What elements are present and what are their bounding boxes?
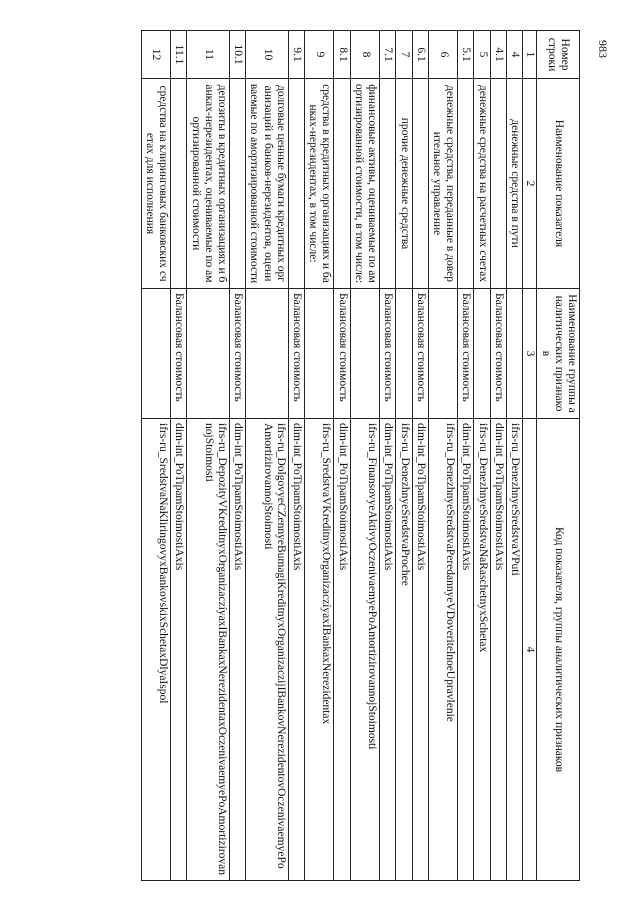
table-row bbox=[490, 31, 506, 881]
group-name bbox=[246, 289, 289, 419]
group-name bbox=[350, 289, 379, 419]
table-row bbox=[474, 31, 490, 881]
indicator-name bbox=[171, 79, 187, 289]
indicator-code: dim-int_PoTipamStoimostiAxis bbox=[171, 419, 187, 881]
indicator-code: ifrs-ru_FinansovyeAktivyOczenivaemyePoAmortizirovannojStoimosti bbox=[350, 419, 379, 881]
group-name bbox=[428, 289, 457, 419]
row-number: 6.1 bbox=[412, 31, 428, 79]
table-row bbox=[396, 31, 412, 881]
row-number: 5.1 bbox=[458, 31, 474, 79]
indicator-code: ifrs-ru_DenezhnyeSredstvaPeredannyeVDoveritelnoeUpravlenie bbox=[428, 419, 457, 881]
indicator-code: ifrs-ru_SredstvaNaKliringovyxBankovskixSchetaxDlyaIspol bbox=[141, 419, 170, 881]
row-number: 8 bbox=[350, 31, 379, 79]
group-name bbox=[187, 289, 230, 419]
indicator-name bbox=[412, 79, 428, 289]
group-name: Балансовая стоимость bbox=[229, 289, 245, 419]
indicator-code: dim-int_PoTipamStoimostiAxis bbox=[458, 419, 474, 881]
table-row bbox=[458, 31, 474, 881]
group-name bbox=[396, 289, 412, 419]
table-row bbox=[350, 31, 379, 881]
row-number: 5 bbox=[474, 31, 490, 79]
group-name bbox=[305, 289, 334, 419]
table-row bbox=[141, 31, 170, 881]
indicator-name: средства в кредитных организациях и банках-нерезидентах, в том числе: bbox=[305, 79, 334, 289]
table-row bbox=[506, 31, 522, 881]
indicator-code: ifrs-ru_DolgovyeCZennyeBumagiKreditnyxOrganizaczijIBankovNerezidentovOczenivaemyePoAmortizirovannojStoimosti bbox=[246, 419, 289, 881]
indicator-name: депозиты в кредитных организациях и банках-нерезидентах, оцениваемые по амортизированной стоимости bbox=[187, 79, 230, 289]
table-row bbox=[428, 31, 457, 881]
indicator-name bbox=[458, 79, 474, 289]
group-name: Балансовая стоимость bbox=[171, 289, 187, 419]
row-number: 9.1 bbox=[288, 31, 304, 79]
table-row bbox=[380, 31, 396, 881]
group-name: Балансовая стоимость bbox=[380, 289, 396, 419]
row-number: 10 bbox=[246, 31, 289, 79]
indicator-name bbox=[229, 79, 245, 289]
indicator-code: ifrs-ru_DenezhnyeSredstvaVPuti bbox=[506, 419, 522, 881]
table-row bbox=[412, 31, 428, 881]
table-row bbox=[229, 31, 245, 881]
table-row bbox=[187, 31, 230, 881]
table-row bbox=[171, 31, 187, 881]
table-row bbox=[288, 31, 304, 881]
indicator-code: ifrs-ru_DenezhnyeSredstvaProchee bbox=[396, 419, 412, 881]
header-indicator-name: Наименование показателя bbox=[537, 79, 580, 289]
indicator-name: средства на клиринговых банковских счетах для исполнения bbox=[141, 79, 170, 289]
group-name bbox=[474, 289, 490, 419]
indicator-table bbox=[141, 30, 580, 881]
row-number: 8.1 bbox=[334, 31, 350, 79]
indicator-code: dim-int_PoTipamStoimostiAxis bbox=[412, 419, 428, 881]
indicator-name: долговые ценные бумаги кредитных организаций и банков-нерезидентов, оцениваемые по амортизированной стоимости bbox=[246, 79, 289, 289]
header-group-name: Наименование группы аналитических признаков bbox=[537, 289, 580, 419]
header-row-number: Номер строки bbox=[537, 31, 580, 79]
indicator-name: денежные средства на расчетных счетах bbox=[474, 79, 490, 289]
table-row bbox=[246, 31, 289, 881]
indicator-name bbox=[334, 79, 350, 289]
header-code: Код показателя, группы аналитических признаков bbox=[537, 419, 580, 881]
column-number: 2 bbox=[523, 79, 537, 289]
indicator-code: ifrs-ru_SredstvaVKreditnyxOrganizaczíyaxIBankaxNerezidentax bbox=[305, 419, 334, 881]
row-number: 4.1 bbox=[490, 31, 506, 79]
column-number: 1 bbox=[523, 31, 537, 79]
indicator-name bbox=[490, 79, 506, 289]
page-number: 983 bbox=[596, 40, 610, 58]
row-number: 11 bbox=[187, 31, 230, 79]
indicator-name: прочие денежные средства bbox=[396, 79, 412, 289]
column-number: 3 bbox=[523, 289, 537, 419]
indicator-code: dim-int_PoTipamStoimostiAxis bbox=[288, 419, 304, 881]
indicator-name bbox=[288, 79, 304, 289]
group-name bbox=[506, 289, 522, 419]
row-number: 4 bbox=[506, 31, 522, 79]
group-name: Балансовая стоимость bbox=[288, 289, 304, 419]
indicator-name: финансовые активы, оцениваемые по амортизированной стоимости, в том числе: bbox=[350, 79, 379, 289]
group-name bbox=[141, 289, 170, 419]
row-number: 7.1 bbox=[380, 31, 396, 79]
indicator-code: dim-int_PoTipamStoimostiAxis bbox=[334, 419, 350, 881]
row-number: 9 bbox=[305, 31, 334, 79]
column-number-row bbox=[523, 31, 537, 881]
table-row bbox=[334, 31, 350, 881]
table-body bbox=[141, 31, 522, 881]
indicator-name bbox=[380, 79, 396, 289]
header-row bbox=[537, 31, 580, 881]
group-name: Балансовая стоимость bbox=[334, 289, 350, 419]
indicator-name: денежные средства, переданные в доверительное управление bbox=[428, 79, 457, 289]
row-number: 10.1 bbox=[229, 31, 245, 79]
row-number: 7 bbox=[396, 31, 412, 79]
rotated-table-container bbox=[0, 30, 580, 880]
table-row bbox=[305, 31, 334, 881]
row-number: 12 bbox=[141, 31, 170, 79]
indicator-code: ifrs-ru_DenezhnyeSredstvaNaRaschetnyxSchetax bbox=[474, 419, 490, 881]
group-name: Балансовая стоимость bbox=[458, 289, 474, 419]
indicator-code: dim-int_PoTipamStoimostiAxis bbox=[490, 419, 506, 881]
column-number: 4 bbox=[523, 419, 537, 881]
indicator-name: денежные средства в пути bbox=[506, 79, 522, 289]
indicator-code: ifrs-ru_DepozityVKreditnyxOrganizaczíyaxIBankaxNerezidentaxOczenivaemyePoAmortizirovannojStoimosti bbox=[187, 419, 230, 881]
indicator-code: dim-int_PoTipamStoimostiAxis bbox=[229, 419, 245, 881]
group-name: Балансовая стоимость bbox=[412, 289, 428, 419]
row-number: 6 bbox=[428, 31, 457, 79]
indicator-code: dim-int_PoTipamStoimostiAxis bbox=[380, 419, 396, 881]
group-name: Балансовая стоимость bbox=[490, 289, 506, 419]
row-number: 11.1 bbox=[171, 31, 187, 79]
